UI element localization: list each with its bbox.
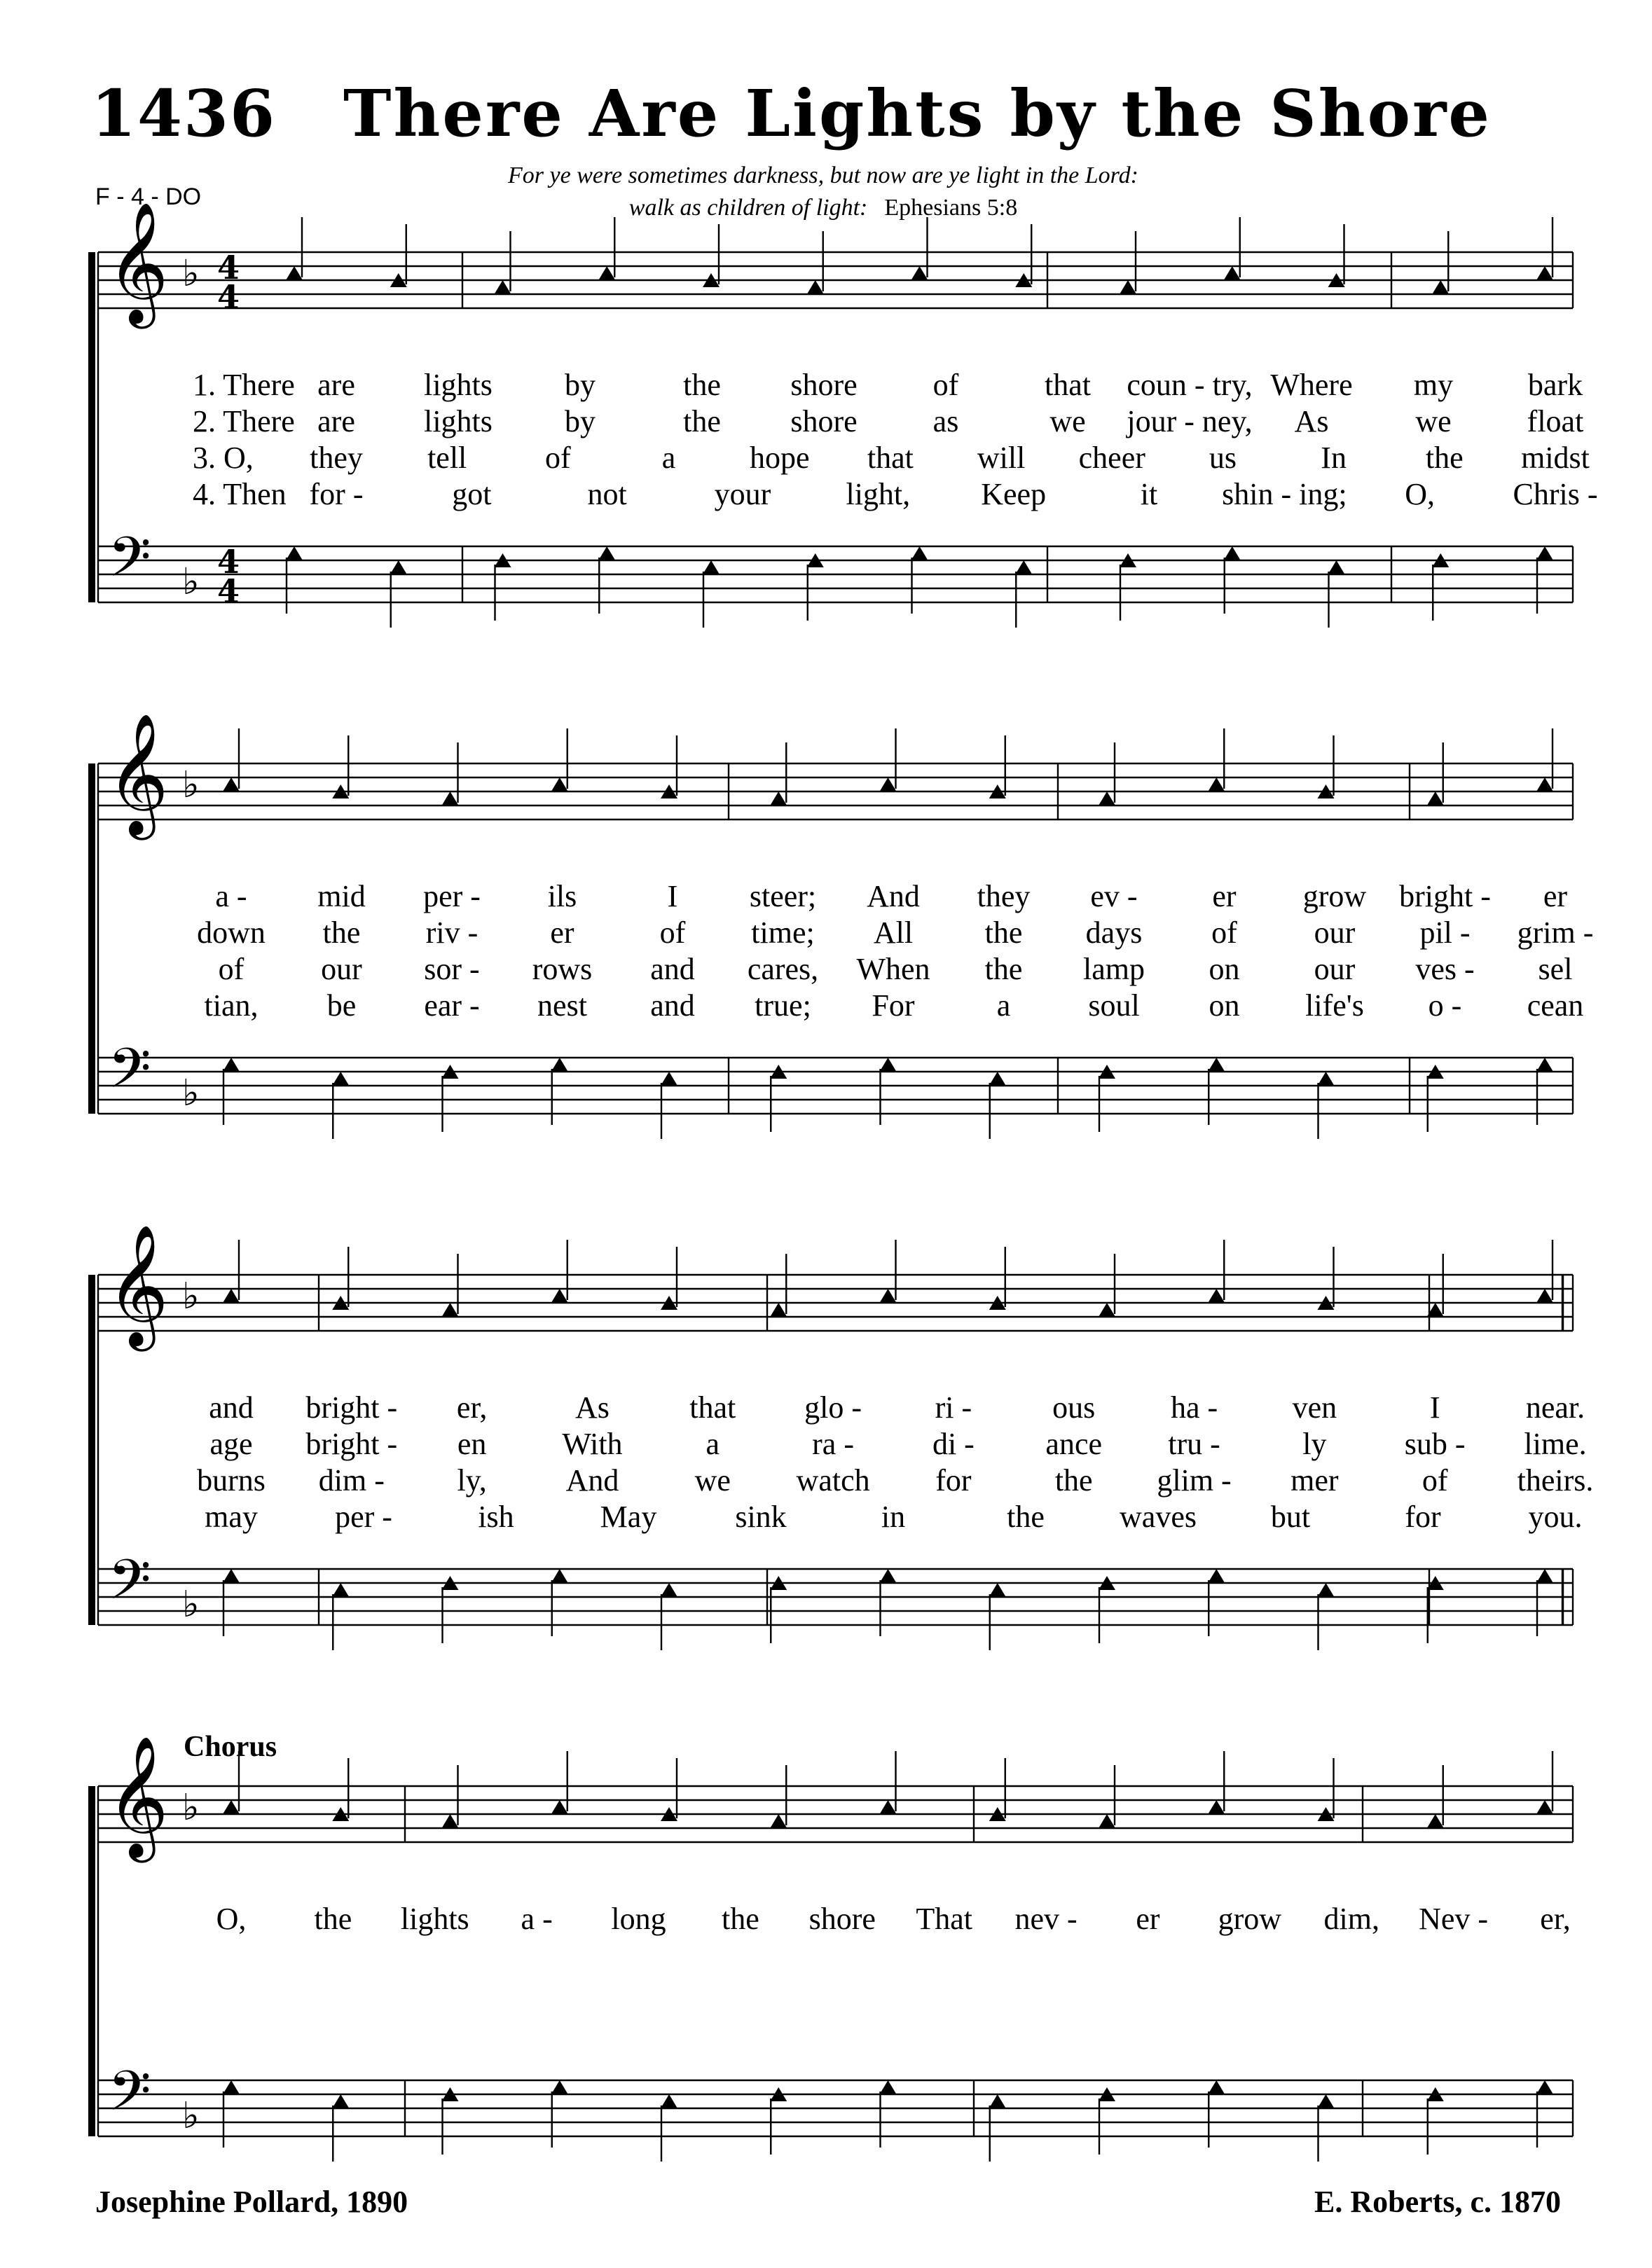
lyric-syllable: And bbox=[867, 879, 920, 913]
shape-note bbox=[880, 777, 897, 791]
lyric-syllable: of bbox=[218, 952, 245, 986]
lyric-syllable: ils bbox=[547, 879, 577, 913]
shape-note bbox=[551, 777, 568, 791]
chorus-label: Chorus bbox=[184, 1731, 277, 1763]
shape-note bbox=[551, 1058, 568, 1072]
lyric-syllable: midst bbox=[1521, 441, 1590, 475]
lyric-syllable: theirs. bbox=[1517, 1463, 1594, 1498]
lyric-syllable: shore bbox=[790, 368, 858, 402]
shape-note bbox=[1536, 266, 1553, 280]
lyric-syllable: ra - bbox=[812, 1427, 854, 1461]
lyric-syllable: we bbox=[1415, 404, 1452, 438]
lyric-syllable: mid bbox=[317, 879, 366, 913]
lyric-syllable: ha - bbox=[1170, 1390, 1218, 1425]
music-credit: E. Roberts, c. 1870 bbox=[1314, 2185, 1561, 2219]
shape-note bbox=[390, 560, 407, 574]
lyric-syllable: 4. Then bbox=[193, 477, 287, 511]
lyric-syllable: waves bbox=[1120, 1500, 1197, 1534]
lyric-syllable: o - bbox=[1428, 988, 1462, 1023]
system-bracket bbox=[88, 1786, 95, 2136]
lyric-syllable: on bbox=[1209, 988, 1240, 1023]
shape-note bbox=[332, 1072, 349, 1086]
lyric-syllable: the bbox=[683, 368, 721, 402]
system-bracket bbox=[88, 1275, 95, 1625]
shape-note bbox=[1536, 1058, 1553, 1072]
lyric-syllable: er bbox=[550, 915, 574, 950]
lyric-syllable: light, bbox=[846, 477, 911, 511]
scripture-line-2: walk as children of light: bbox=[628, 195, 868, 221]
lyric-syllable: are bbox=[317, 404, 355, 438]
lyric-syllable: sink bbox=[735, 1500, 787, 1534]
lyric-syllable: lamp bbox=[1083, 952, 1145, 986]
shape-note bbox=[911, 266, 928, 280]
time-signature-bottom: 4 bbox=[217, 572, 240, 610]
shape-note bbox=[495, 280, 511, 294]
lyric-syllable: of bbox=[932, 368, 959, 402]
time-signature-top: 4 bbox=[217, 249, 240, 286]
lyric-syllable: er bbox=[1212, 879, 1237, 913]
lyric-syllable: the bbox=[314, 1902, 352, 1936]
lyric-syllable: steer; bbox=[749, 879, 817, 913]
lyric-syllable: and bbox=[650, 952, 695, 986]
lyric-syllable: burns bbox=[197, 1463, 266, 1498]
lyric-syllable: my bbox=[1413, 368, 1454, 402]
lyric-syllable: not bbox=[587, 477, 627, 511]
shape-note bbox=[1318, 1583, 1335, 1597]
lyric-syllable: cean bbox=[1527, 988, 1584, 1023]
flat-icon: ♭ bbox=[182, 253, 200, 295]
lyric-syllable: for - bbox=[309, 477, 364, 511]
lyric-syllable: the bbox=[1054, 1463, 1093, 1498]
lyric-syllable: grow bbox=[1218, 1902, 1282, 1936]
lyric-syllable: In bbox=[1321, 441, 1347, 475]
shape-note bbox=[551, 1289, 568, 1303]
lyric-syllable: that bbox=[867, 441, 914, 475]
lyric-syllable: sub - bbox=[1404, 1427, 1466, 1461]
shape-note bbox=[1208, 1569, 1225, 1583]
shape-note bbox=[661, 2094, 677, 2108]
lyric-syllable: pil - bbox=[1419, 915, 1471, 950]
shape-note bbox=[1536, 1289, 1553, 1303]
lyric-syllable: bark bbox=[1527, 368, 1583, 402]
treble-clef-icon: 𝄞 bbox=[106, 713, 169, 835]
lyric-syllable: by bbox=[565, 368, 596, 402]
lyric-syllable: by bbox=[565, 404, 596, 438]
flat-icon: ♭ bbox=[182, 1072, 200, 1114]
lyric-syllable: rows bbox=[532, 952, 593, 986]
lyric-syllable: ly, bbox=[457, 1463, 487, 1498]
lyric-syllable: glim - bbox=[1157, 1463, 1232, 1498]
lyric-syllable: a bbox=[661, 441, 676, 475]
lyric-syllable: of bbox=[545, 441, 571, 475]
lyric-syllable: When bbox=[856, 952, 930, 986]
lyric-syllable: they bbox=[310, 441, 363, 475]
lyric-syllable: shore bbox=[790, 404, 858, 438]
shape-note bbox=[1536, 1800, 1553, 1814]
shape-note bbox=[1208, 1800, 1225, 1814]
time-signature-top: 4 bbox=[217, 543, 240, 581]
shape-note bbox=[551, 1800, 568, 1814]
shape-note bbox=[807, 280, 824, 294]
system-bracket bbox=[88, 763, 95, 1114]
shape-note bbox=[770, 1303, 787, 1317]
lyric-syllable: ves - bbox=[1415, 952, 1475, 986]
lyric-syllable: sel bbox=[1538, 952, 1573, 986]
shape-note bbox=[1536, 1569, 1553, 1583]
lyric-syllable: be bbox=[326, 988, 357, 1023]
shape-note bbox=[880, 1569, 897, 1583]
lyric-syllable: er, bbox=[456, 1390, 488, 1425]
flat-icon: ♭ bbox=[182, 764, 200, 806]
lyric-syllable: that bbox=[1045, 368, 1091, 402]
scripture-reference: Ephesians 5:8 bbox=[884, 195, 1018, 221]
lyric-syllable: a bbox=[705, 1427, 720, 1461]
lyric-syllable: Keep bbox=[981, 477, 1047, 511]
shape-note bbox=[1432, 280, 1449, 294]
lyric-syllable: watch bbox=[796, 1463, 870, 1498]
shape-note bbox=[1328, 560, 1345, 574]
shape-note bbox=[551, 1569, 568, 1583]
lyric-syllable: cheer bbox=[1078, 441, 1145, 475]
shape-note bbox=[1536, 546, 1553, 560]
lyric-syllable: days bbox=[1085, 915, 1143, 950]
lyric-syllable: in bbox=[881, 1500, 906, 1534]
lyric-syllable: float bbox=[1527, 404, 1584, 438]
lyric-syllable: bright - bbox=[1399, 879, 1491, 913]
shape-note bbox=[286, 546, 303, 560]
lyric-syllable: us bbox=[1209, 441, 1237, 475]
lyric-syllable: tru - bbox=[1168, 1427, 1220, 1461]
shape-note bbox=[223, 1800, 240, 1814]
lyric-syllable: the bbox=[1425, 441, 1464, 475]
treble-clef-icon: 𝄞 bbox=[106, 202, 169, 324]
shape-note bbox=[223, 777, 240, 791]
lyric-syllable: are bbox=[317, 368, 355, 402]
lyric-syllable: and bbox=[209, 1390, 254, 1425]
lyric-syllable: life's bbox=[1305, 988, 1364, 1023]
flat-icon: ♭ bbox=[182, 1584, 200, 1626]
shape-note bbox=[1208, 777, 1225, 791]
lyric-syllable: O, bbox=[216, 1902, 247, 1936]
shape-note bbox=[332, 2094, 349, 2108]
shape-note bbox=[880, 1289, 897, 1303]
lyric-syllable: grow bbox=[1302, 879, 1367, 913]
lyric-syllable: your bbox=[714, 477, 771, 511]
lyric-syllable: true; bbox=[755, 988, 811, 1023]
system-bracket bbox=[88, 252, 95, 602]
lyric-syllable: time; bbox=[751, 915, 815, 950]
lyric-syllable: near. bbox=[1525, 1390, 1585, 1425]
shape-note bbox=[661, 1583, 677, 1597]
shape-note bbox=[880, 1800, 897, 1814]
lyric-syllable: the bbox=[1007, 1500, 1045, 1534]
shape-note bbox=[1318, 2094, 1335, 2108]
lyric-syllable: ance bbox=[1045, 1427, 1103, 1461]
shape-note bbox=[770, 791, 787, 805]
lyric-syllable: may bbox=[205, 1500, 258, 1534]
lyric-syllable: dim, bbox=[1323, 1902, 1379, 1936]
lyric-syllable: With bbox=[562, 1427, 623, 1461]
shape-note bbox=[911, 546, 928, 560]
lyric-syllable: ear - bbox=[424, 988, 480, 1023]
lyric-syllable: soul bbox=[1088, 988, 1140, 1023]
lyric-syllable: cares, bbox=[747, 952, 819, 986]
lyric-syllable: All bbox=[873, 915, 914, 950]
scripture-line-1: For ye were sometimes darkness, but now are ye light in the Lord: bbox=[508, 163, 1138, 188]
shape-note bbox=[703, 560, 720, 574]
lyric-syllable: our bbox=[1314, 915, 1356, 950]
treble-clef-icon: 𝄞 bbox=[106, 1736, 169, 1858]
lyric-syllable: And bbox=[565, 1463, 619, 1498]
lyric-syllable: en bbox=[457, 1427, 487, 1461]
lyric-syllable: for bbox=[1405, 1500, 1441, 1534]
hymn-number: 1436 bbox=[91, 76, 277, 151]
lyric-syllable: Chris - bbox=[1513, 477, 1598, 511]
lyric-syllable: riv - bbox=[425, 915, 479, 950]
shape-note bbox=[1224, 546, 1241, 560]
lyric-syllable: a - bbox=[215, 879, 247, 913]
lyric-syllable: ish bbox=[478, 1500, 514, 1534]
shape-note bbox=[1427, 1814, 1444, 1828]
shape-note bbox=[551, 2080, 568, 2094]
lyric-syllable: you. bbox=[1528, 1500, 1583, 1534]
shape-note bbox=[223, 1569, 240, 1583]
lyric-syllable: coun - try, bbox=[1127, 368, 1253, 402]
lyric-syllable: As bbox=[1294, 404, 1329, 438]
bass-clef-icon: 𝄢 bbox=[108, 525, 151, 603]
lyric-syllable: age bbox=[209, 1427, 253, 1461]
lyric-syllable: our bbox=[321, 952, 362, 986]
lyric-syllable: long bbox=[611, 1902, 666, 1936]
words-credit: Josephine Pollard, 1890 bbox=[95, 2185, 408, 2219]
lyric-syllable: but bbox=[1270, 1500, 1311, 1534]
lyric-syllable: that bbox=[689, 1390, 736, 1425]
lyric-syllable: er bbox=[1543, 879, 1568, 913]
shape-note bbox=[442, 1303, 459, 1317]
lyric-syllable: on bbox=[1209, 952, 1240, 986]
shape-note bbox=[661, 1072, 677, 1086]
lyric-syllable: the bbox=[984, 952, 1023, 986]
lyric-syllable: per - bbox=[335, 1500, 392, 1534]
lyric-syllable: grim - bbox=[1517, 915, 1594, 950]
shape-note bbox=[286, 266, 303, 280]
lyric-syllable: di - bbox=[932, 1427, 975, 1461]
lyric-syllable: nev - bbox=[1014, 1902, 1078, 1936]
bass-clef-icon: 𝄢 bbox=[108, 2059, 151, 2137]
lyric-syllable: May bbox=[600, 1500, 657, 1534]
shape-note bbox=[223, 1058, 240, 1072]
shape-note bbox=[223, 1289, 240, 1303]
lyric-syllable: for bbox=[935, 1463, 972, 1498]
shape-note bbox=[598, 266, 615, 280]
lyric-syllable: they bbox=[977, 879, 1031, 913]
shape-note bbox=[1099, 791, 1115, 805]
lyric-syllable: nest bbox=[537, 988, 587, 1023]
shape-note bbox=[598, 546, 615, 560]
lyric-syllable: the bbox=[722, 1902, 759, 1936]
lyric-syllable: per - bbox=[423, 879, 481, 913]
lyric-syllable: tian, bbox=[204, 988, 259, 1023]
shape-note bbox=[880, 1058, 897, 1072]
bass-clef-icon: 𝄢 bbox=[108, 1547, 151, 1626]
shape-note bbox=[770, 1814, 787, 1828]
lyric-syllable: shore bbox=[808, 1902, 876, 1936]
lyric-syllable: er bbox=[1136, 1902, 1160, 1936]
lyric-syllable: dim - bbox=[318, 1463, 385, 1498]
shape-note bbox=[1099, 1814, 1115, 1828]
lyric-syllable: the bbox=[683, 404, 721, 438]
lyric-syllable: tell bbox=[427, 441, 467, 475]
shape-note bbox=[1120, 280, 1136, 294]
lyric-syllable: of bbox=[659, 915, 686, 950]
lyric-syllable: a bbox=[996, 988, 1011, 1023]
hymn-title: There Are Lights by the Shore bbox=[343, 76, 1492, 151]
shape-note bbox=[442, 1814, 459, 1828]
shape-note bbox=[989, 1583, 1006, 1597]
bass-clef-icon: 𝄢 bbox=[108, 1036, 151, 1114]
lyric-syllable: our bbox=[1314, 952, 1356, 986]
lyric-syllable: lights bbox=[424, 368, 493, 402]
flat-icon: ♭ bbox=[182, 561, 200, 603]
lyric-syllable: 3. O, bbox=[193, 441, 254, 475]
flat-icon: ♭ bbox=[182, 1787, 200, 1829]
lyric-syllable: hope bbox=[749, 441, 810, 475]
shape-note bbox=[1015, 560, 1032, 574]
shape-note bbox=[1427, 791, 1444, 805]
lyric-syllable: Nev - bbox=[1419, 1902, 1489, 1936]
lyric-syllable: of bbox=[1211, 915, 1237, 950]
shape-note bbox=[1208, 1058, 1225, 1072]
lyric-syllable: the bbox=[984, 915, 1023, 950]
lyric-syllable: er, bbox=[1540, 1902, 1571, 1936]
shape-note bbox=[223, 2080, 240, 2094]
lyric-syllable: 1. There bbox=[193, 368, 295, 402]
lyric-syllable: a - bbox=[521, 1902, 553, 1936]
lyric-syllable: of bbox=[1422, 1463, 1448, 1498]
lyric-syllable: shin - ing; bbox=[1222, 477, 1347, 511]
lyric-syllable: down bbox=[197, 915, 266, 950]
lyric-syllable: ly bbox=[1302, 1427, 1327, 1461]
lyric-syllable: For bbox=[872, 988, 915, 1023]
shape-note bbox=[332, 1583, 349, 1597]
lyric-syllable: ous bbox=[1052, 1390, 1096, 1425]
lyric-syllable: sor - bbox=[424, 952, 480, 986]
lyric-syllable: ev - bbox=[1090, 879, 1138, 913]
lyric-syllable: bright - bbox=[305, 1390, 398, 1425]
shape-note bbox=[1208, 2080, 1225, 2094]
lyric-syllable: as bbox=[932, 404, 959, 438]
lyric-syllable: bright - bbox=[305, 1427, 398, 1461]
lyric-syllable: lights bbox=[400, 1902, 469, 1936]
key-signature-label: F - 4 - DO bbox=[95, 184, 202, 210]
treble-clef-icon: 𝄞 bbox=[106, 1224, 169, 1346]
lyric-syllable: ri - bbox=[935, 1390, 972, 1425]
shape-note bbox=[1224, 266, 1241, 280]
lyric-syllable: That bbox=[916, 1902, 973, 1936]
lyric-syllable: we bbox=[694, 1463, 731, 1498]
flat-icon: ♭ bbox=[182, 1275, 200, 1318]
shape-note bbox=[880, 2080, 897, 2094]
shape-note bbox=[989, 1072, 1006, 1086]
lyric-syllable: and bbox=[650, 988, 695, 1023]
shape-note bbox=[1099, 1303, 1115, 1317]
lyric-syllable: I bbox=[1429, 1390, 1440, 1425]
lyric-syllable: lights bbox=[424, 404, 493, 438]
shape-note bbox=[1318, 1072, 1335, 1086]
lyric-syllable: Where bbox=[1270, 368, 1353, 402]
lyric-syllable: O, bbox=[1405, 477, 1436, 511]
lyric-syllable: 2. There bbox=[193, 404, 295, 438]
lyric-syllable: we bbox=[1049, 404, 1086, 438]
lyric-syllable: mer bbox=[1290, 1463, 1339, 1498]
shape-note bbox=[989, 2094, 1006, 2108]
time-signature-bottom: 4 bbox=[217, 278, 240, 316]
lyric-syllable: got bbox=[452, 477, 492, 511]
lyric-syllable: lime. bbox=[1524, 1427, 1587, 1461]
lyric-syllable: will bbox=[977, 441, 1026, 475]
shape-note bbox=[442, 791, 459, 805]
lyric-syllable: As bbox=[575, 1390, 610, 1425]
lyric-syllable: it bbox=[1140, 477, 1158, 511]
lyric-syllable: jour - ney, bbox=[1127, 404, 1253, 438]
shape-note bbox=[1536, 777, 1553, 791]
lyric-syllable: ven bbox=[1292, 1390, 1337, 1425]
shape-note bbox=[1208, 1289, 1225, 1303]
lyric-syllable: glo - bbox=[804, 1390, 862, 1425]
lyric-syllable: I bbox=[667, 879, 678, 913]
flat-icon: ♭ bbox=[182, 2095, 200, 2137]
lyric-syllable: the bbox=[322, 915, 361, 950]
shape-note bbox=[1536, 2080, 1553, 2094]
